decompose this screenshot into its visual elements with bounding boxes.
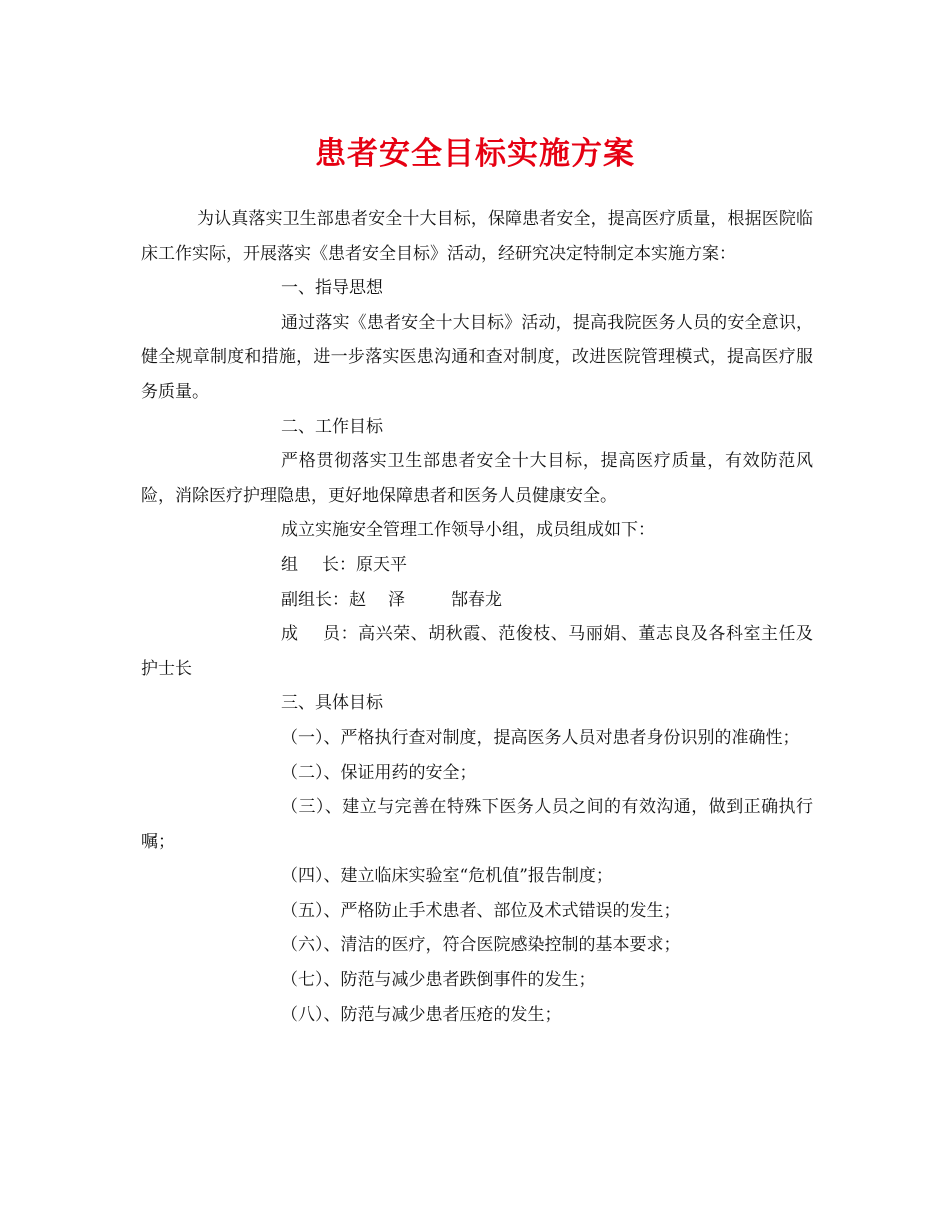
- goal-item-3: （三）、建立与完善在特殊下医务人员之间的有效沟通，做到正确执行嘱；: [141, 797, 813, 852]
- deputy-name-b: 泽: [388, 589, 405, 610]
- goal-item-7: （七）、防范与减少患者跌倒事件的发生；: [281, 970, 596, 991]
- work-goals-paragraph: 严格贯彻落实卫生部患者安全十大目标，提高医疗质量，有效防范风险，消除医疗护理隐患，更好地保障患者和医务人员健康安全。: [141, 451, 813, 506]
- goal-item-4: （四）、建立临床实验室“危机值”报告制度；: [281, 866, 613, 887]
- deputy-name-a: 赵: [349, 589, 366, 610]
- intro-paragraph: 为认真落实卫生部患者安全十大目标，保障患者安全，提高医疗质量，根据医院临床工作实际，开展落实《患者安全目标》活动，经研究决定特制定本实施方案：: [141, 209, 813, 264]
- members-line: [141, 617, 813, 686]
- leader-label-a: 组: [281, 554, 298, 575]
- document-body: [141, 202, 813, 1032]
- members-label-a: 成: [281, 624, 299, 645]
- goal-item-6: （六）、清洁的医疗，符合医院感染控制的基本要求；: [281, 935, 681, 956]
- guiding-ideology-paragraph: 通过落实《患者安全十大目标》活动，提高我院医务人员的安全意识，健全规章制度和措施，进一步落实医患沟通和查对制度，改进医院管理模式，提高医疗服务质量。: [141, 312, 813, 402]
- group-intro-line: 成立实施安全管理工作领导小组，成员组成如下：: [281, 520, 655, 541]
- members-label-b: 员：: [322, 624, 359, 645]
- leader-label-b: 长：: [322, 554, 356, 575]
- goal-item-2: （二）、保证用药的安全；: [281, 762, 477, 783]
- members-text: 高兴荣、胡秋霞、范俊枝、马丽娟、董志良及各科室主任及护士长: [141, 624, 814, 679]
- goal-item-1: （一）、严格执行查对制度，提高医务人员对患者身份识别的准确性；: [281, 727, 800, 748]
- deputy-line: [141, 583, 813, 618]
- section-heading-guiding-ideology: 一、指导思想: [281, 278, 383, 299]
- section-heading-work-goals: 二、工作目标: [281, 416, 383, 437]
- goal-item-5: （五）、严格防止手术患者、部位及术式错误的发生；: [281, 900, 681, 921]
- leader-line: [141, 548, 813, 583]
- deputy-label: 副组长：: [281, 589, 349, 610]
- deputy-name-c: 郜春龙: [451, 589, 502, 610]
- leader-name: 原天平: [356, 554, 407, 575]
- goal-item-8: （八）、防范与减少患者压疮的发生；: [281, 1004, 562, 1025]
- document-title: 患者安全目标实施方案: [315, 136, 635, 172]
- section-heading-specific-goals: 三、具体目标: [281, 693, 383, 714]
